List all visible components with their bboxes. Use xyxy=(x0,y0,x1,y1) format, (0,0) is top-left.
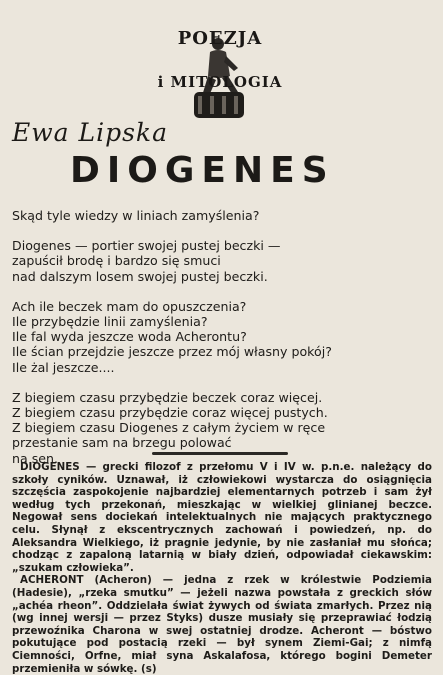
footnotes xyxy=(12,461,432,675)
series-title-bottom: i MITOLOGIA xyxy=(157,73,283,91)
poem-line: zapuścił brodę i bardzo się smuci xyxy=(12,253,221,269)
poem-line: Skąd tyle wiedzy w liniach zamyślenia? xyxy=(12,208,260,223)
poem-line: nad dalszym losem swojej pustej beczki. xyxy=(12,268,268,284)
poem-title: DIOGENES xyxy=(70,150,335,191)
poem-line: Ach ile beczek mam do opuszczenia? xyxy=(12,298,247,314)
poem-line: Z biegiem czasu Diogenes z całym życiem w ręce xyxy=(12,420,326,436)
series-title-top: POEZJA xyxy=(177,28,263,49)
series-emblem xyxy=(150,26,290,124)
poem-line: Ile żal jeszcze.... xyxy=(12,359,115,375)
poem-body xyxy=(12,208,432,466)
poem-line: Ile przybędzie linii zamyślenia? xyxy=(12,314,208,330)
note-diogenes: DIOGENES — grecki filozof z przełomu V i IV w. p.n.e. należący do szkoły cyników. Uznawał, iż człowiekowi wystarcza do osiągnięcia szczęścia zaspokojenie najbardziej elementarnych potrzeb i sam żył według tych przekonań, mieszkając w wielkiej glinianej beczce. Negował sens dociekań intelektualnych nie mających praktycznego celu. Słynął z ekscentrycznych zachowań i powiedzeń, np. do Aleksandra Wielkiego, iż pragnie jedynie, by nie zasłaniał mu słońca; chodząc z zapaloną latarnią w biały dzień, odpowiadał ciekawskim: „szukam człowieka”. xyxy=(12,461,432,574)
note-acheron: ACHERONT (Acheron) — jedna z rzek w królestwie Podziemia (Hadesie), „rzeka smutku” — jeżeli nazwa powstała z greckich słów „achéa rheon”. Oddzielała świat żywych od świata zmarłych. Przez nią (wg innej wersji — przez Styks) dusze musiały się przeprawiać łodzią przewoźnika Charona w swej ostatniej drodze. Acheront — bóstwo pokutujące pod postacią rzeki — był synem Ziemi-Gai; z nimfą Ciemności, Orfne, miał syna Askalafosa, którego bogini Demeter przemieniła w sówkę. (s) xyxy=(12,574,432,675)
poem-line: Diogenes — portier swojej pustej beczki — xyxy=(12,238,281,254)
section-divider xyxy=(152,452,288,455)
poem-line: Z biegiem czasu przybędzie coraz więcej pustych. xyxy=(12,405,328,421)
stanza-gap xyxy=(12,284,432,299)
poem-line: Ile ścian przejdzie jeszcze przez mój własny pokój? xyxy=(12,344,332,360)
stanza-gap xyxy=(12,375,432,390)
poem-line: Z biegiem czasu przybędzie beczek coraz więcej. xyxy=(12,389,323,405)
poem-line: Ile fal wyda jeszcze woda Acherontu? xyxy=(12,329,247,345)
poem-line: na sen. xyxy=(12,450,58,466)
author-name: Ewa Lipska xyxy=(12,118,168,147)
poem-line: przestanie sam na brzegu polować xyxy=(12,435,232,451)
stanza-gap xyxy=(12,223,432,238)
